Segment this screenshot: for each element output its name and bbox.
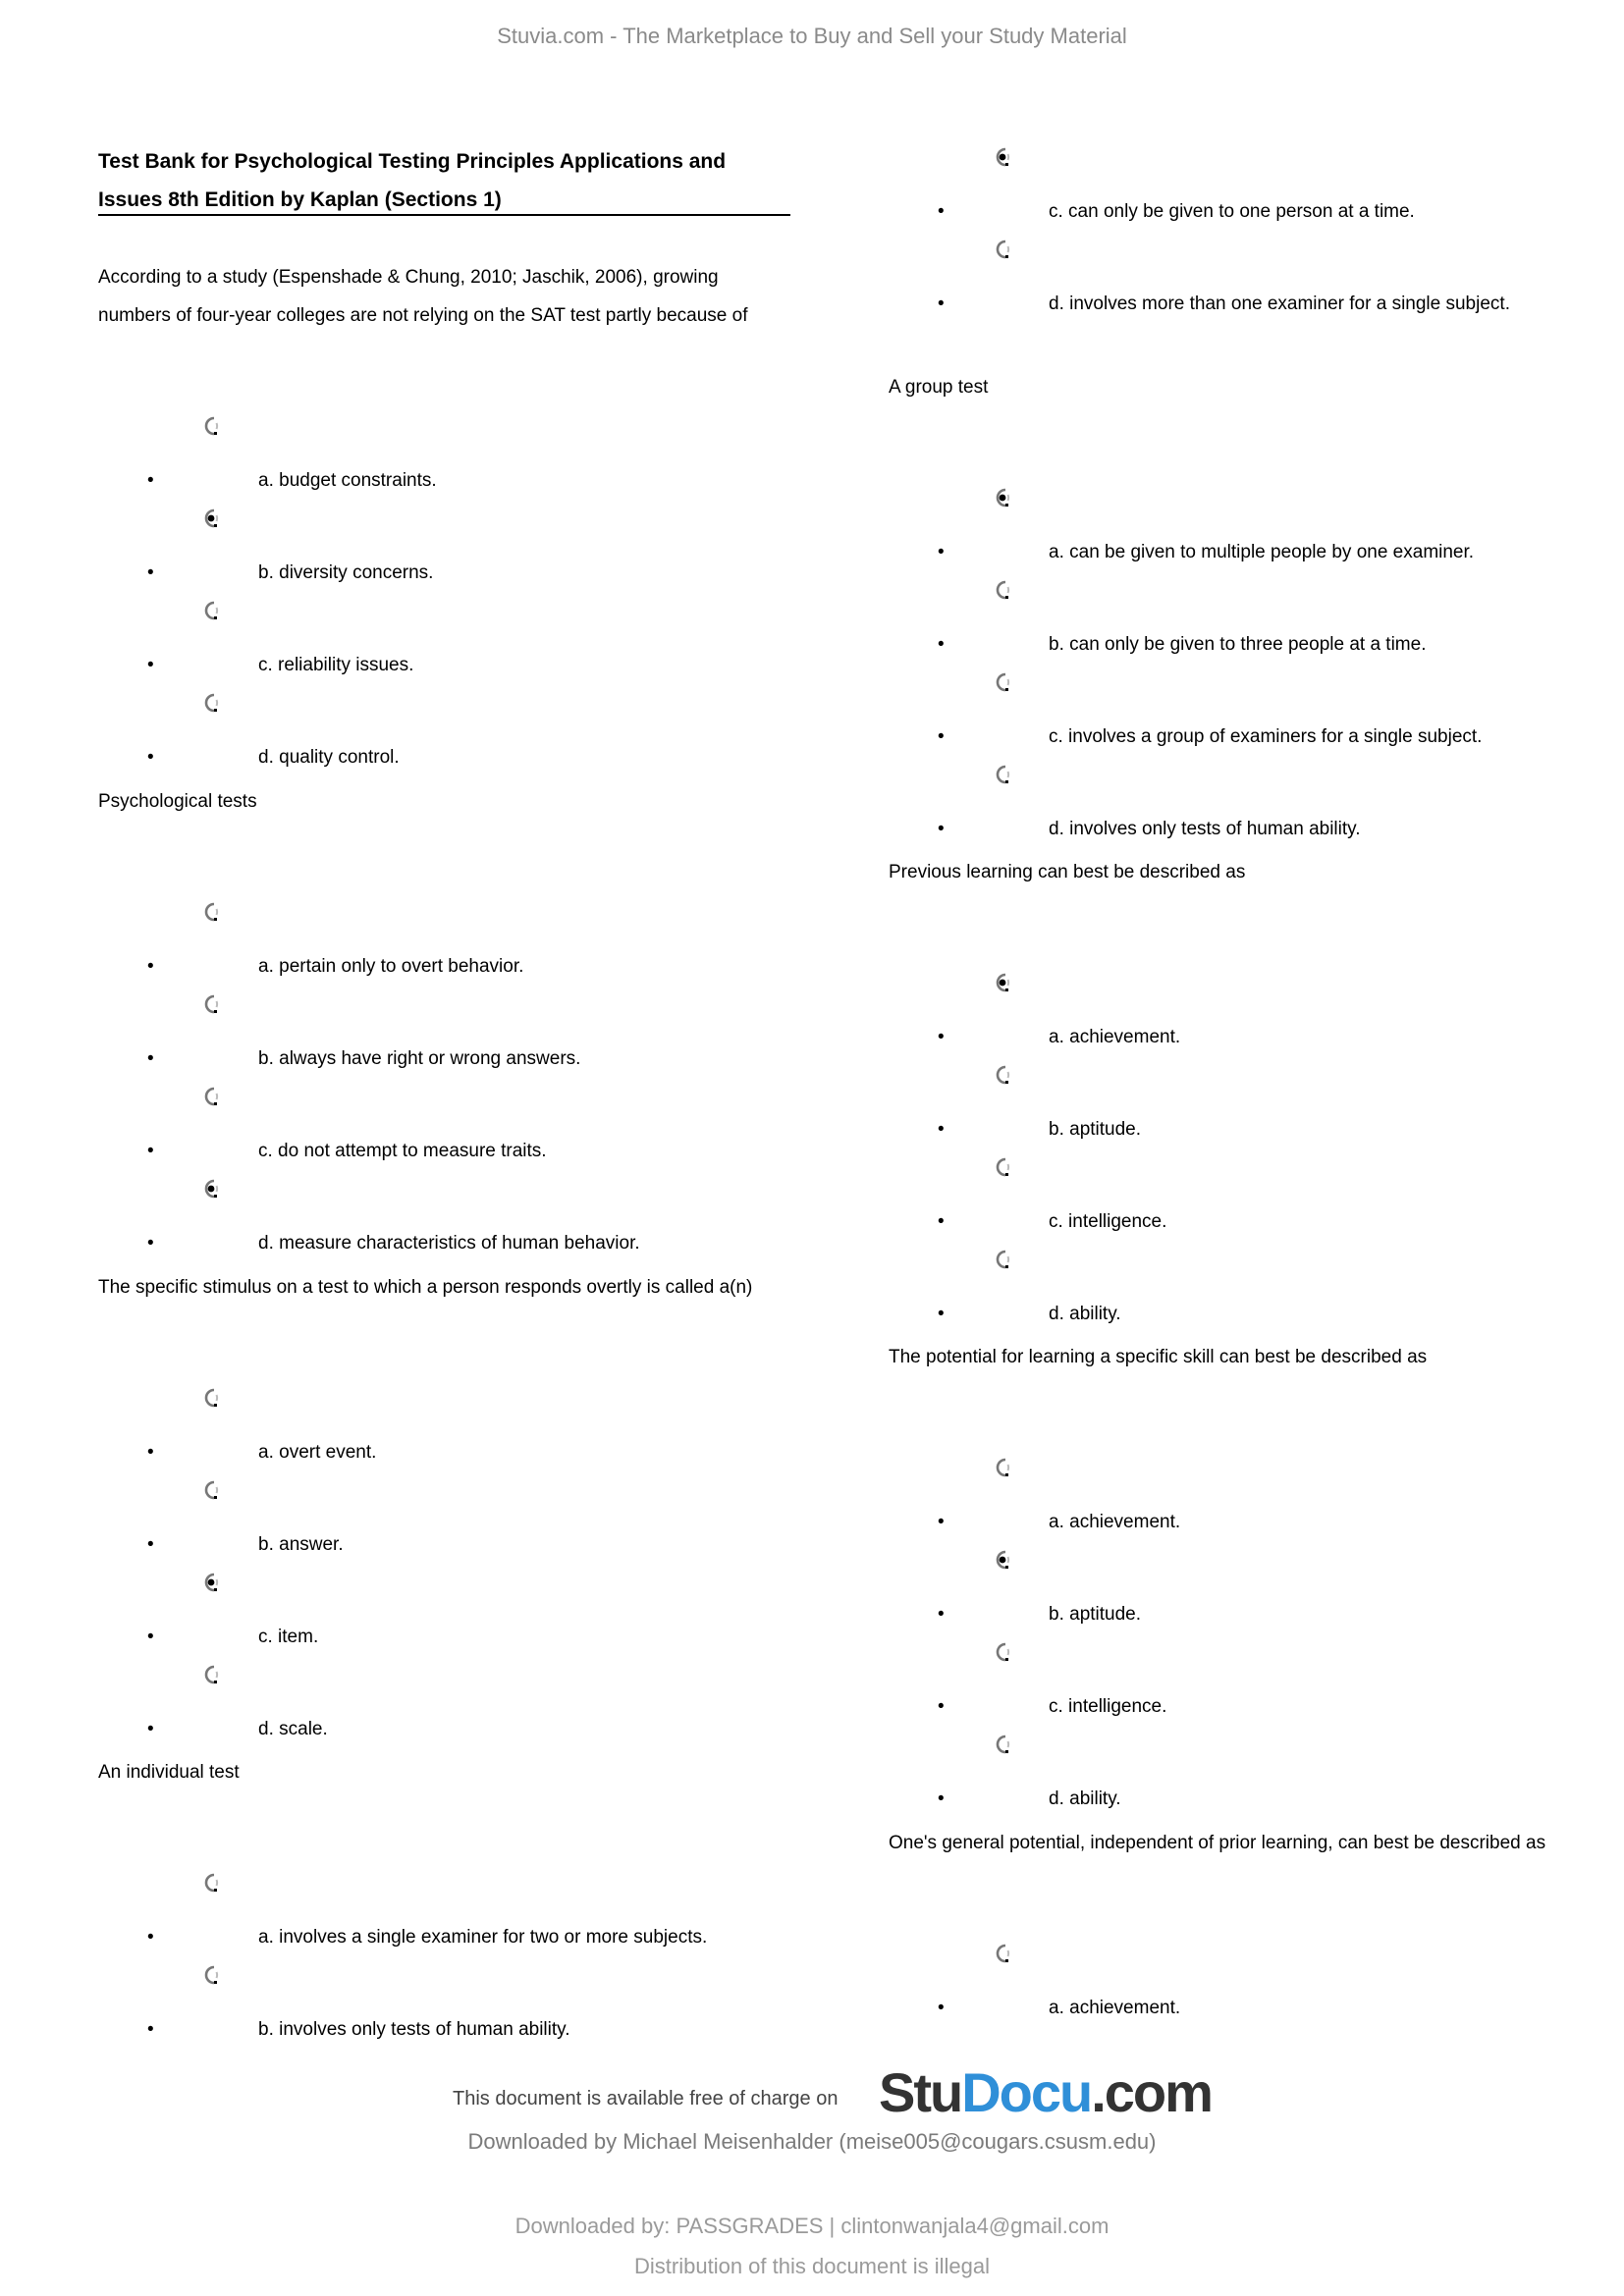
option-label[interactable]: a. budget constraints. [258,470,437,491]
radio-icon[interactable] [992,238,1013,261]
question-stem: The specific stimulus on a test to which a person responds overtly is called a(n) [98,1277,753,1298]
footer-available-text: This document is available free of charge on [453,2088,839,2109]
option-label[interactable]: b. can only be given to three people at a time. [1049,634,1427,655]
option-label[interactable]: c. intelligence. [1049,1696,1167,1717]
radio-selected-icon[interactable] [200,1571,222,1594]
radio-selected-icon[interactable] [992,971,1013,994]
question-stem: Previous learning can best be described as [889,862,1246,882]
option-label[interactable]: d. scale. [258,1719,328,1739]
bullet-icon: • [938,1027,945,1047]
bullet-icon: • [147,1627,154,1647]
radio-selected-icon[interactable] [992,145,1013,169]
option-label[interactable]: d. ability. [1049,1304,1121,1324]
option-label[interactable]: c. intelligence. [1049,1211,1167,1232]
radio-selected-icon[interactable] [200,1177,222,1201]
question-stem: The potential for learning a specific skill can best be described as [889,1347,1428,1367]
option-label[interactable]: b. aptitude. [1049,1604,1142,1625]
radio-icon[interactable] [992,1640,1013,1664]
question-stem: Psychological tests [98,791,257,812]
radio-icon[interactable] [200,992,222,1016]
bullet-icon: • [938,201,945,222]
bullet-icon: • [147,470,154,491]
radio-icon[interactable] [200,1963,222,1987]
question-stem: numbers of four-year colleges are not relying on the SAT test partly because of [98,305,748,326]
radio-icon[interactable] [992,1733,1013,1756]
bullet-icon: • [938,1604,945,1625]
document-title-line-1: Test Bank for Psychological Testing Principles Applications and [98,150,727,173]
bullet-icon: • [938,1512,945,1532]
radio-icon[interactable] [992,1155,1013,1179]
question-stem: According to a study (Espenshade & Chung, 2010; Jaschik, 2006), growing [98,267,719,288]
radio-icon[interactable] [200,414,222,438]
stuvia-banner: Stuvia.com - The Marketplace to Buy and Sell your Study Material [497,24,1127,48]
document-title-line-2: Issues 8th Edition by Kaplan (Sections 1) [98,188,502,211]
option-label[interactable]: a. achievement. [1049,1027,1181,1047]
option-label[interactable]: c. involves a group of examiners for a single subject. [1049,726,1483,747]
radio-icon[interactable] [992,763,1013,786]
question-stem: A group test [889,377,989,398]
option-label[interactable]: c. reliability issues. [258,655,414,675]
bullet-icon: • [938,1789,945,1809]
option-label[interactable]: a. pertain only to overt behavior. [258,956,524,977]
logo-docu: Docu [961,2061,1092,2123]
option-label[interactable]: a. involves a single examiner for two or more subjects. [258,1927,708,1948]
radio-icon[interactable] [992,1248,1013,1271]
option-label[interactable]: b. answer. [258,1534,344,1555]
bullet-icon: • [147,1534,154,1555]
option-label[interactable]: a. can be given to multiple people by one examiner. [1049,542,1475,562]
title-underline [98,214,790,216]
bullet-icon: • [147,747,154,768]
option-label[interactable]: c. do not attempt to measure traits. [258,1141,547,1161]
radio-icon[interactable] [200,1871,222,1895]
radio-icon[interactable] [992,1942,1013,1965]
option-label[interactable]: b. diversity concerns. [258,562,434,583]
bullet-icon: • [938,542,945,562]
bullet-icon: • [147,2019,154,2040]
option-label[interactable]: b. involves only tests of human ability. [258,2019,570,2040]
bullet-icon: • [147,655,154,675]
option-label[interactable]: a. overt event. [258,1442,377,1463]
bullet-icon: • [938,1696,945,1717]
radio-icon[interactable] [992,1456,1013,1479]
radio-icon[interactable] [200,1386,222,1410]
bullet-icon: • [147,562,154,583]
bullet-icon: • [938,1119,945,1140]
bullet-icon: • [938,726,945,747]
bullet-icon: • [147,956,154,977]
bullet-icon: • [147,1442,154,1463]
radio-icon[interactable] [992,1063,1013,1087]
option-label[interactable]: a. achievement. [1049,1998,1181,2018]
option-label[interactable]: d. ability. [1049,1789,1121,1809]
radio-icon[interactable] [200,1085,222,1108]
option-label[interactable]: d. involves more than one examiner for a single subject. [1049,294,1510,314]
bullet-icon: • [938,1211,945,1232]
radio-selected-icon[interactable] [992,1548,1013,1572]
option-label[interactable]: b. aptitude. [1049,1119,1142,1140]
radio-selected-icon[interactable] [992,486,1013,509]
radio-icon[interactable] [992,578,1013,602]
logo-stu: Stu [879,2061,962,2123]
option-label[interactable]: d. involves only tests of human ability. [1049,819,1361,839]
downloaded-by-line: Downloaded by Michael Meisenhalder (meise005@cougars.csusm.edu) [467,2129,1157,2154]
bullet-icon: • [147,1048,154,1069]
bullet-icon: • [147,1233,154,1254]
distribution-notice: Distribution of this document is illegal [634,2254,990,2278]
option-label[interactable]: d. measure characteristics of human behavior. [258,1233,640,1254]
bullet-icon: • [147,1141,154,1161]
radio-icon[interactable] [200,900,222,924]
logo-com: .com [1091,2061,1212,2123]
bullet-icon: • [147,1719,154,1739]
radio-icon[interactable] [200,1663,222,1686]
radio-icon[interactable] [200,1478,222,1502]
bullet-icon: • [147,1927,154,1948]
option-label[interactable]: a. achievement. [1049,1512,1181,1532]
question-stem: An individual test [98,1762,240,1783]
bullet-icon: • [938,1998,945,2018]
bullet-icon: • [938,1304,945,1324]
option-label[interactable]: c. item. [258,1627,319,1647]
bullet-icon: • [938,294,945,314]
radio-selected-icon[interactable] [200,507,222,530]
option-label[interactable]: d. quality control. [258,747,400,768]
bullet-icon: • [938,819,945,839]
option-label[interactable]: c. can only be given to one person at a time. [1049,201,1415,222]
studocu-logo[interactable] [879,2061,1212,2123]
downloaded-by-passgrades: Downloaded by: PASSGRADES | clintonwanjala4@gmail.com [514,2214,1110,2238]
radio-icon[interactable] [992,670,1013,694]
option-label[interactable]: b. always have right or wrong answers. [258,1048,581,1069]
question-stem: One's general potential, independent of prior learning, can best be described as [889,1833,1546,1853]
radio-icon[interactable] [200,599,222,622]
radio-icon[interactable] [200,691,222,715]
bullet-icon: • [938,634,945,655]
